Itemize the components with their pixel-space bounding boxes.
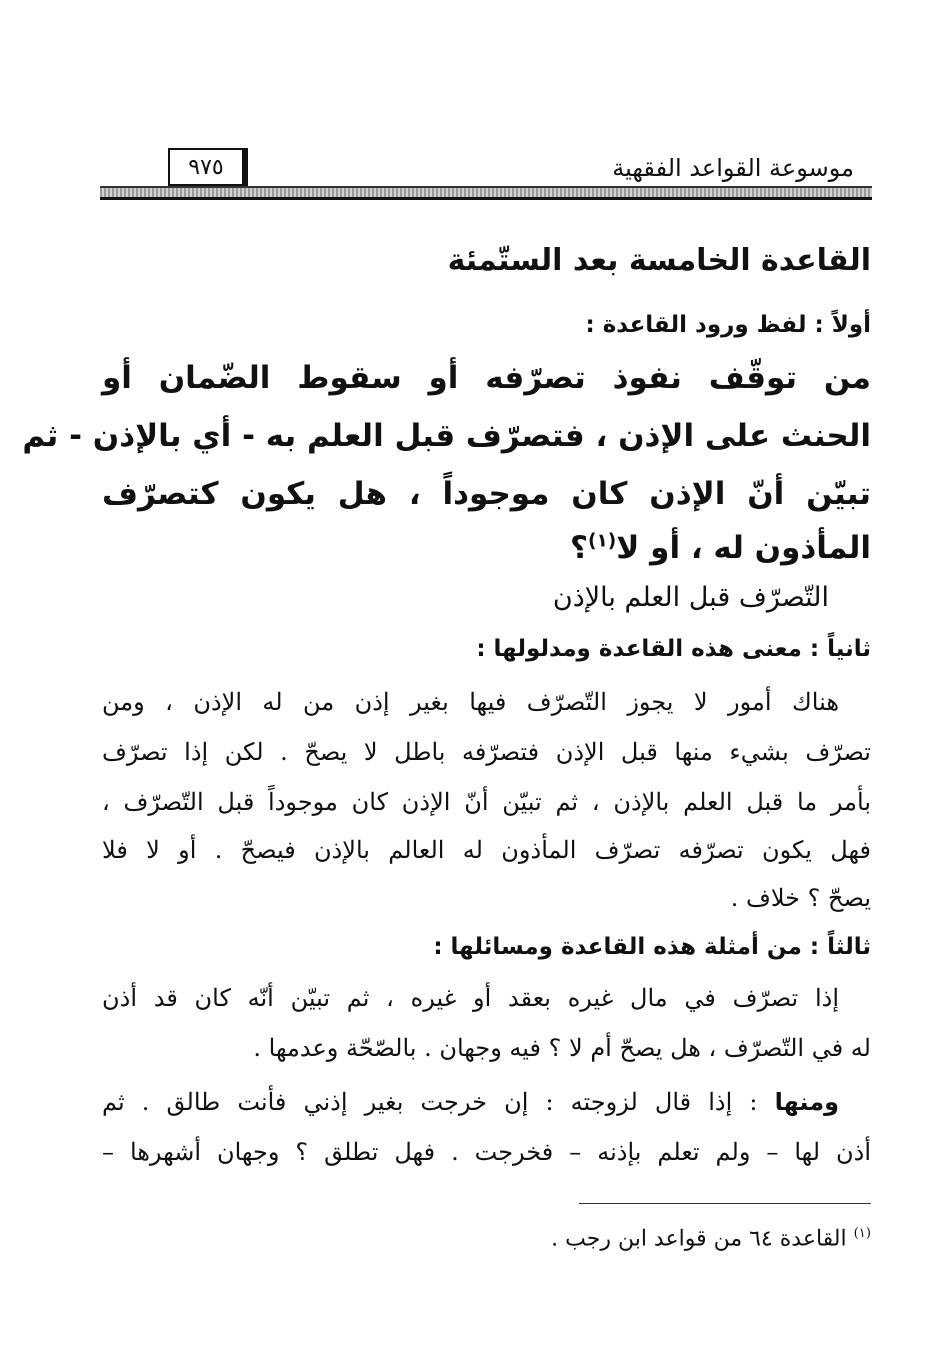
section3-example2-line-1 xyxy=(102,1088,839,1116)
footnote xyxy=(551,1226,871,1251)
header-rule xyxy=(100,186,872,200)
rule-line-3: تبيّن أنّ الإذن كان موجوداً ، هل يكون كتصرّف xyxy=(102,476,871,512)
section2-line-5: يصحّ ؟ خلاف . xyxy=(730,884,871,912)
section2-label: ثانياً : معنى هذه القاعدة ومدلولها : xyxy=(476,636,871,662)
footnote-ref: (١) xyxy=(587,530,617,552)
section3-line-1: إذا تصرّف في مال غيره بعقد أو غيره ، ثم تبيّن أنّه كان قد أذن xyxy=(102,984,839,1012)
page-number: ٩٧٥ xyxy=(168,148,248,186)
section3-example2-line-2: أذن لها – ولم تعلم بإذنه – فخرجت . فهل تطلق ؟ وجهان أشهرها – xyxy=(102,1138,871,1166)
rule-line-4 xyxy=(570,530,871,566)
rule-line-1: من توقّف نفوذ تصرّفه أو سقوط الضّمان أو xyxy=(102,360,871,396)
example2-label: ومنها xyxy=(774,1088,839,1116)
section1-label: أولاً : لفظ ورود القاعدة : xyxy=(585,312,871,338)
rule-end-mark: ؟ xyxy=(569,530,588,566)
section3-label: ثالثاً : من أمثلة هذه القاعدة ومسائلها : xyxy=(433,934,871,960)
rule-title: القاعدة الخامسة بعد الستّمئة xyxy=(447,243,871,278)
footnote-text: القاعدة ٦٤ من قواعد ابن رجب . xyxy=(551,1226,847,1252)
rule-line-2: الحنث على الإذن ، فتصرّف قبل العلم به - أي بالإذن - ثم xyxy=(22,418,871,454)
footnote-marker: (١) xyxy=(853,1226,871,1241)
section2-line-3: بأمر ما قبل العلم بالإذن ، ثم تبيّن أنّ الإذن كان موجوداً قبل التّصرّف ، xyxy=(102,788,871,816)
rule-line-4-text: المأذون له ، أو لا xyxy=(616,530,871,566)
section2-line-2: تصرّف بشيء منها قبل الإذن فتصرّفه باطل لا يصحّ . لكن إذا تصرّف xyxy=(102,738,871,766)
example2-text: : إذا قال لزوجته : إن خرجت بغير إذني فأنت طالق . ثم xyxy=(102,1088,758,1116)
footnote-rule xyxy=(579,1203,871,1204)
section3-line-2: له في التّصرّف ، هل يصحّ أم لا ؟ فيه وجهان . بالصّحّة وعدمها . xyxy=(253,1034,871,1062)
running-title: موسوعة القواعد الفقهية xyxy=(612,154,854,182)
section2-line-4: فهل يكون تصرّفه تصرّف المأذون له العالم بالإذن فيصحّ . أو لا فلا xyxy=(102,836,871,864)
section2-line-1: هناك أمور لا يجوز التّصرّف فيها بغير إذن من له الإذن ، ومن xyxy=(102,688,839,716)
alternative-name: التّصرّف قبل العلم بالإذن xyxy=(552,582,829,613)
